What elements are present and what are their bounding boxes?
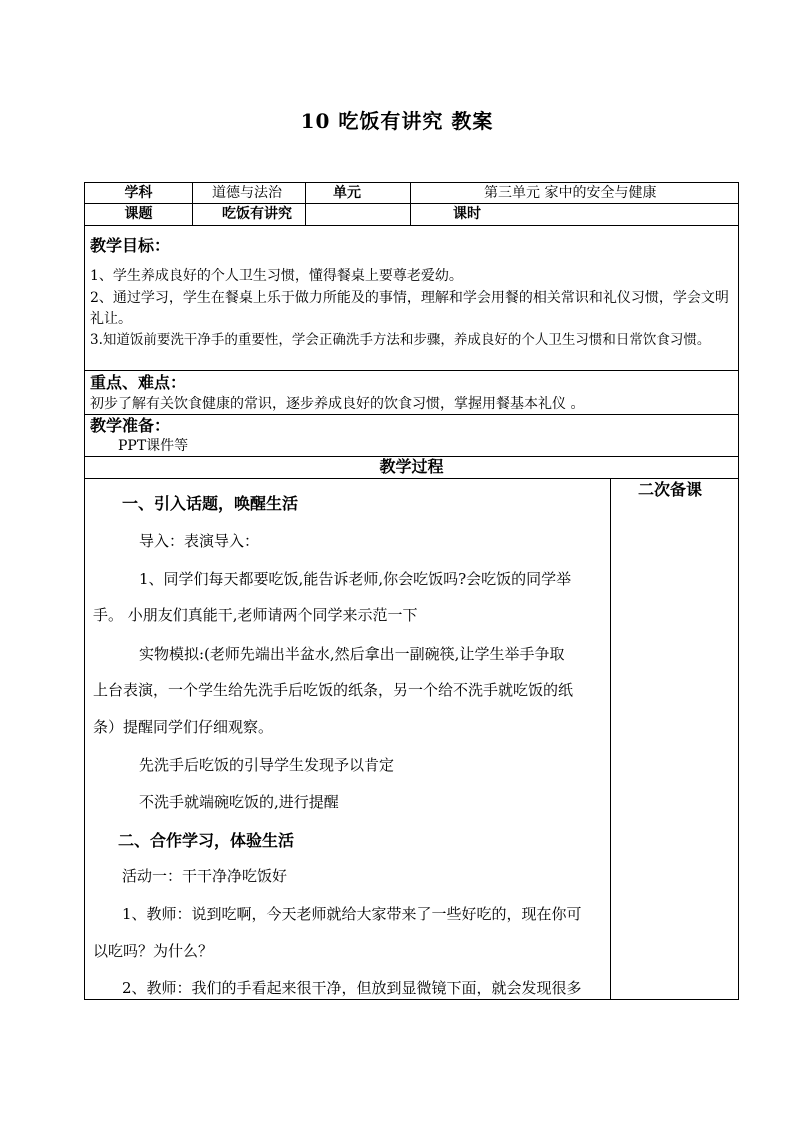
process-paragraph: 手。 小朋友们真能干,老师请两个同学来示范一下: [93, 606, 418, 624]
objective-item: 1、学生养成良好的个人卫生习惯，懂得餐桌上要尊老爱幼。: [90, 268, 463, 284]
section-heading: 一、引入话题，唤醒生活: [122, 494, 299, 513]
process-paragraph: 活动一：干干净净吃饭好: [122, 867, 288, 885]
subject-label: 学科: [124, 185, 153, 201]
subject-value: 道德与法治: [212, 185, 282, 201]
process-paragraph: 导入：表演导入：: [139, 532, 260, 550]
process-paragraph: 1、教师：说到吃啊，今天老师就给大家带来了一些好吃的，现在你可: [122, 905, 582, 923]
column-divider: [610, 478, 611, 1000]
process-paragraph: 条）提醒同学们仔细观察。: [93, 718, 274, 736]
unit-value: 第三单元 家中的安全与健康: [484, 185, 657, 201]
section-heading: 二、合作学习，体验生活: [118, 831, 295, 850]
process-paragraph: 2、教师：我们的手看起来很干净，但放到显微镜下面，就会发现很多: [122, 979, 582, 997]
table-border-bottom: [84, 999, 739, 1000]
process-heading: 教学过程: [379, 457, 444, 476]
unit-label: 单元: [333, 185, 361, 201]
table-border-left: [84, 182, 85, 1000]
objective-item: 礼让。: [90, 311, 132, 327]
column-divider: [410, 182, 411, 226]
objective-item: 3.知道饭前要洗干净手的重要性，学会正确洗手方法和步骤，养成良好的个人卫生习惯和日常饮食习惯。: [90, 332, 711, 348]
key-points-text: 初步了解有关饮食健康的常识，逐步养成良好的饮食习惯，掌握用餐基本礼仪 。: [90, 396, 585, 412]
process-paragraph: 不洗手就端碗吃饭的,进行提醒: [139, 793, 339, 811]
row-divider: [84, 225, 739, 226]
table-border-right: [738, 182, 739, 1000]
row-divider: [84, 414, 739, 415]
process-paragraph: 先洗手后吃饭的引导学生发现予以肯定: [139, 756, 395, 774]
topic-label: 课题: [124, 206, 153, 222]
second-prep-heading: 二次备课: [638, 480, 703, 499]
row-divider: [84, 370, 739, 371]
preparation-text: PPT课件等: [118, 438, 189, 454]
period-label: 课时: [453, 206, 481, 222]
page-title: 10 吃饭有讲究 教案: [300, 109, 494, 133]
objective-item: 2、通过学习，学生在餐桌上乐于做力所能及的事情，理解和学会用餐的相关常识和礼仪习惯，学会文明: [90, 290, 729, 306]
process-paragraph: 实物模拟:(老师先端出半盆水,然后拿出一副碗筷,让学生举手争取: [139, 645, 565, 663]
process-paragraph: 上台表演，一个学生给先洗手后吃饭的纸条，另一个给不洗手就吃饭的纸: [93, 681, 574, 699]
process-paragraph: 1、同学们每天都要吃饭,能告诉老师,你会吃饭吗?会吃饭的同学举: [139, 570, 572, 588]
process-paragraph: 以吃吗？为什么？: [93, 942, 214, 960]
column-divider: [192, 182, 193, 226]
preparation-heading: 教学准备：: [90, 416, 171, 435]
topic-value: 吃饭有讲究: [222, 206, 292, 222]
column-divider: [305, 182, 306, 226]
objectives-heading: 教学目标：: [90, 236, 171, 255]
row-divider: [84, 478, 739, 479]
key-points-heading: 重点、难点：: [90, 373, 187, 392]
